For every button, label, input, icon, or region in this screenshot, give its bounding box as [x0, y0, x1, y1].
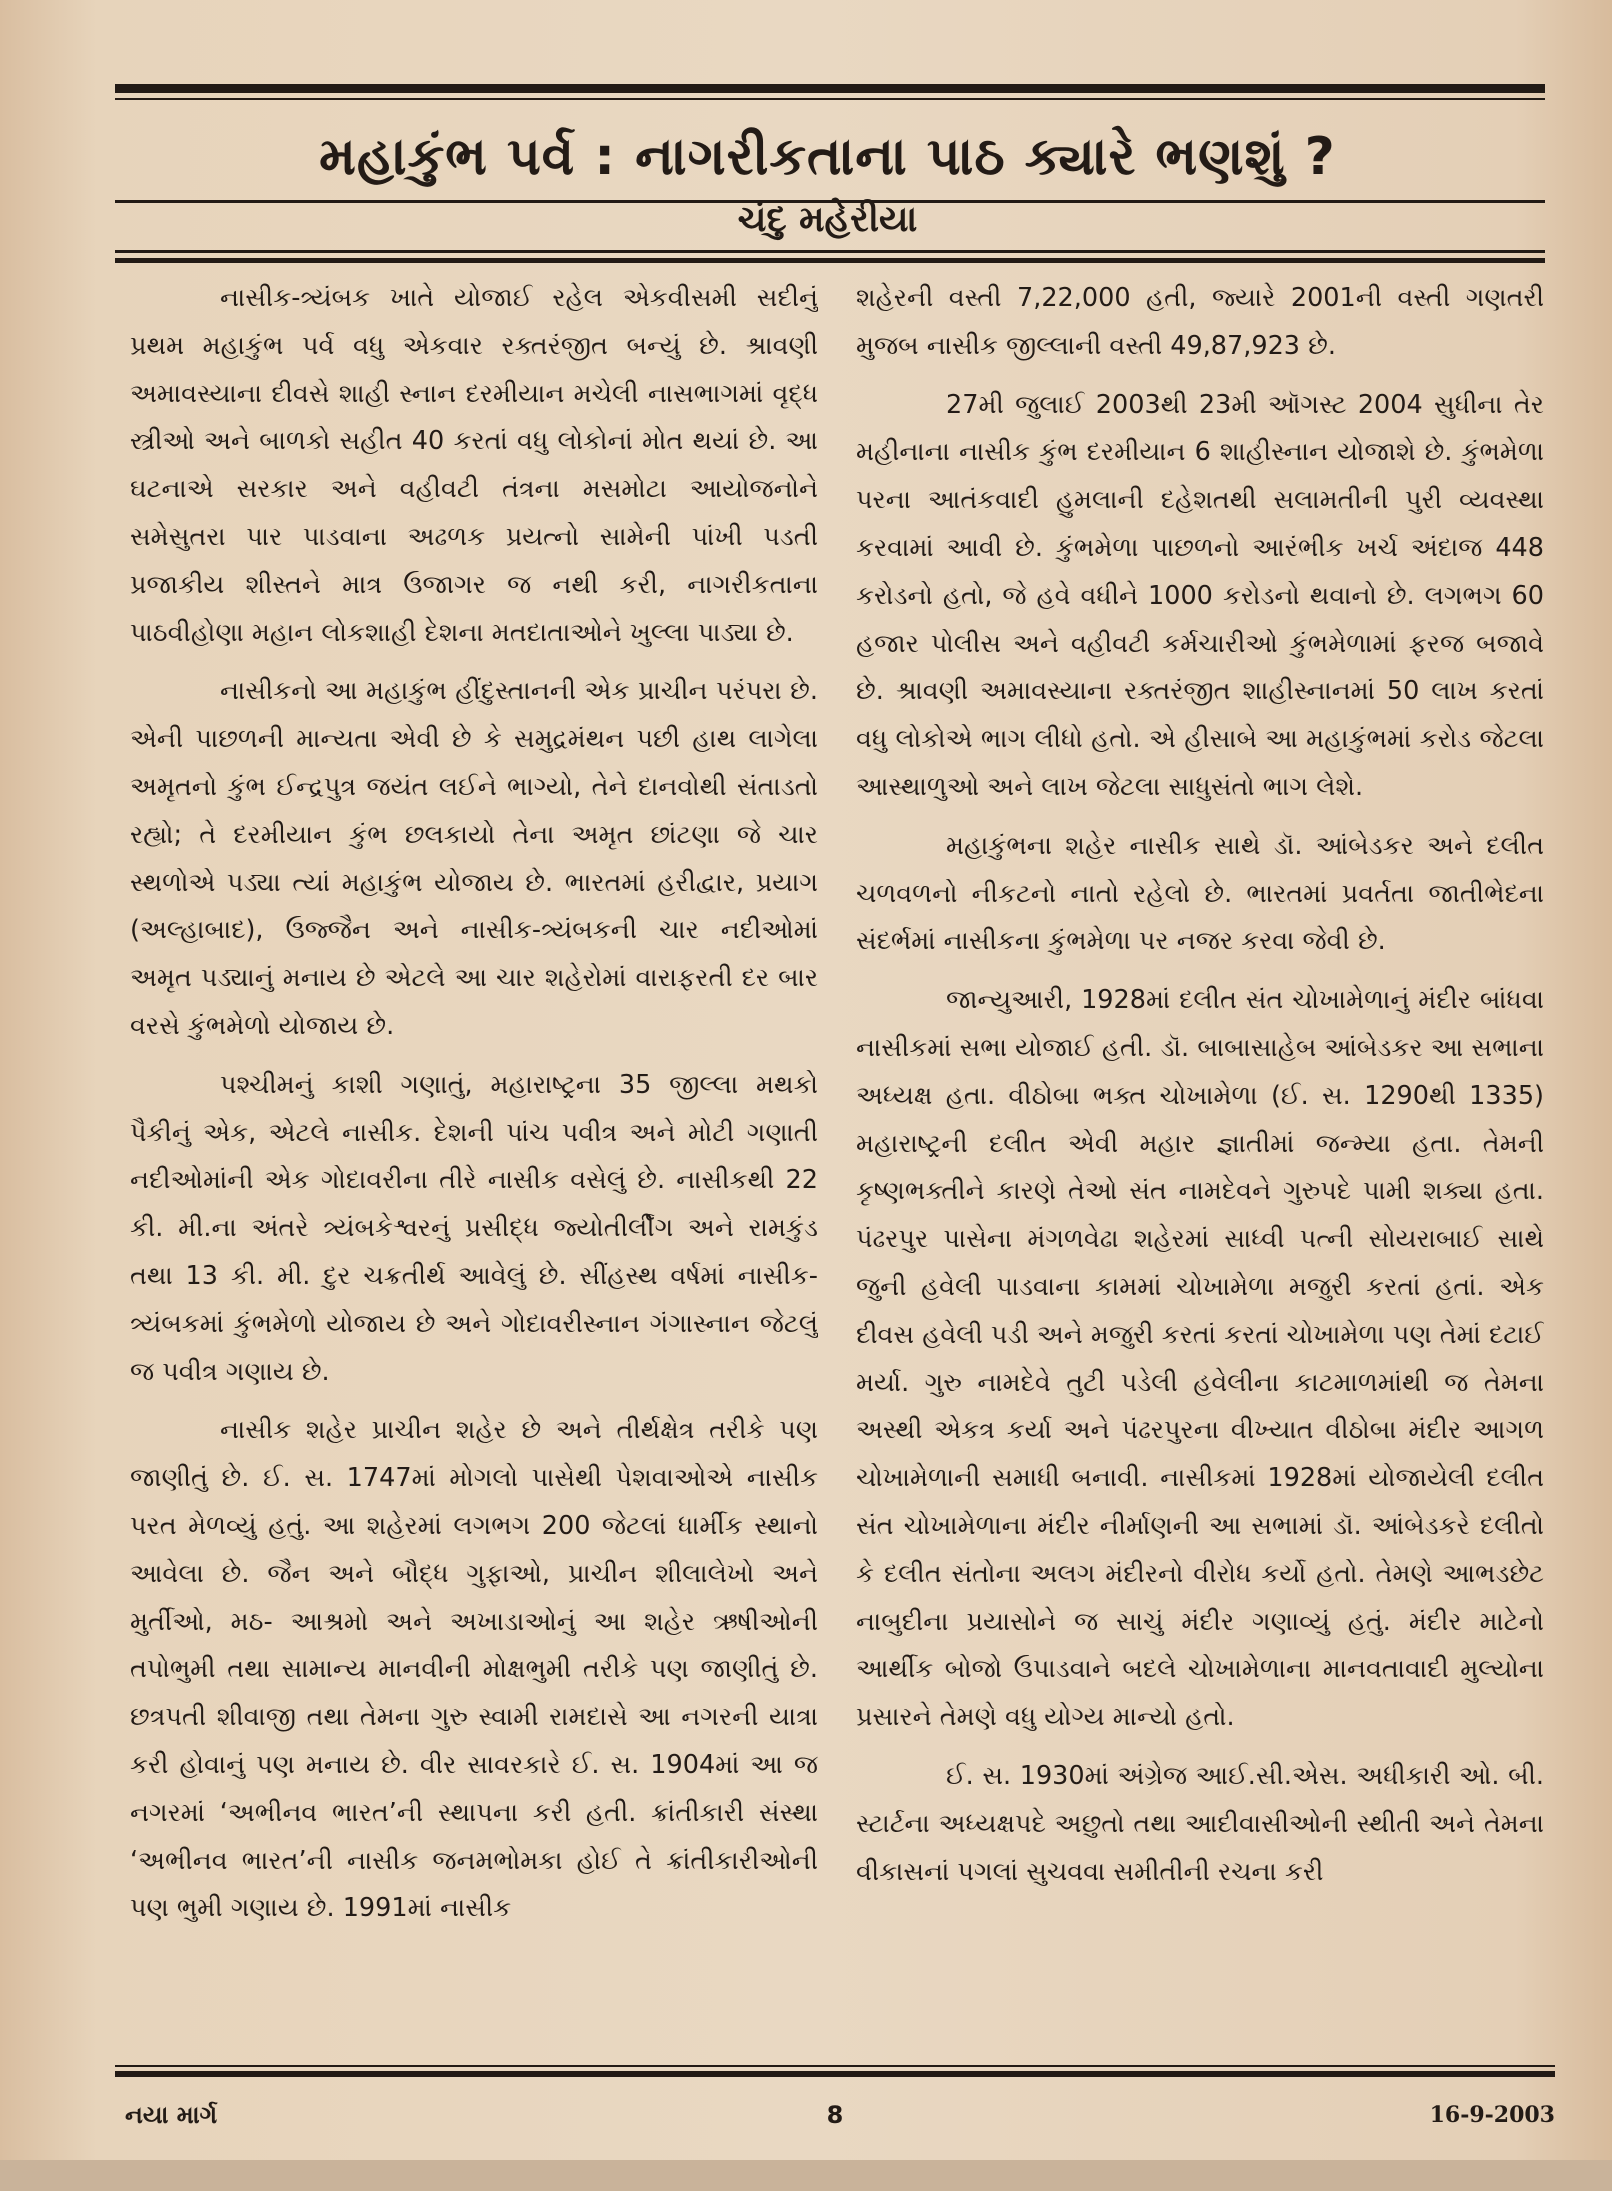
author-name: ચંદુ મહેરીયા — [737, 199, 918, 240]
publication-name: નયા માર્ગ — [125, 2101, 218, 2129]
byline-rule-bottom — [115, 258, 1545, 263]
article-title: મહાકુંભ પર્વ : નાગરીકતાના પાઠ ક્યારે ભણશું ? — [319, 127, 1336, 187]
byline-rule-top — [115, 250, 1545, 253]
paragraph: નાસીક-ત્ર્યંબક ખાતે યોજાઈ રહેલ એકવીસમી સદીનું પ્રથમ મહાકુંભ પર્વ વધુ એકવાર રક્તરંજીત બન્યું છે. શ્રાવણી અમાવસ્યાના દીવસે શાહી સ્નાન દરમીયાન મચેલી નાસભાગમાં વૃદ્ધ સ્ત્રીઓ અને બાળકો સહીત 40 કરતાં વધુ લોકોનાં મોત થયાં છે. આ ઘટનાએ સરકાર અને વહીવટી તંત્રના મસમોટા આયોજનોને સમેસુતરા પાર પાડવાના અઢળક પ્રયત્નો સામેની પાંખી પડતી પ્રજાકીય શીસ્તને માત્ર ઉજાગર જ નથી કરી, નાગરીકતાના પાઠવીહોણા મહાન લોકશાહી દેશના મતદાતાઓને ખુલ્લા પાડ્યા છે. — [130, 283, 818, 648]
right-column — [856, 275, 1544, 2045]
left-column — [130, 275, 818, 2045]
header-rule-top — [115, 84, 1545, 93]
paragraph-continued: શહેરની વસ્તી 7,22,000 હતી, જ્યારે 2001ની વસ્તી ગણતરી મુજબ નાસીક જીલ્લાની વસ્તી 49,87,923 છે. — [856, 283, 1544, 361]
paragraph: નાસીક શહેર પ્રાચીન શહેર છે અને તીર્થક્ષેત્ર તરીકે પણ જાણીતું છે. ઈ. સ. 1747માં મોગલો પાસેથી પેશવાઓએ નાસીક પરત મેળવ્યું હતું. આ શહેરમાં લગભગ 200 જેટલાં ધાર્મીક સ્થાનો આવેલા છે. જૈન અને બૌદ્ધ ગુફાઓ, પ્રાચીન શીલાલેખો અને મુર્તીઓ, મઠ- આશ્રમો અને અખાડાઓનું આ શહેર ઋષીઓની તપોભુમી તથા સામાન્ય માનવીની મોક્ષભુમી તરીકે પણ જાણીતું છે. છત્રપતી શીવાજી તથા તેમના ગુરુ સ્વામી રામદાસે આ નગરની યાત્રા કરી હોવાનું પણ મનાય છે. વીર સાવરકારે ઈ. સ. 1904માં આ જ નગરમાં ‘અભીનવ ભારત’ની સ્થાપના કરી હતી. ક્રાંતીકારી સંસ્થા ‘અભીનવ ભારત’ની નાસીક જનમભોમકા હોઈ તે ક્રાંતીકારીઓની પણ ભુમી ગણાય છે. 1991માં નાસીક — [130, 1415, 818, 1924]
paragraph: પશ્ચીમનું કાશી ગણાતું, મહારાષ્ટ્રના 35 જીલ્લા મથકો પૈકીનું એક, એટલે નાસીક. દેશની પાંચ પવીત્ર અને મોટી ગણાતી નદીઓમાંની એક ગોદાવરીના તીરે નાસીક વસેલું છે. નાસીકથી 22 કી. મી.ના અંતરે ત્ર્યંબકેશ્વરનું પ્રસીદ્ધ જ્યોતીર્લીંગ અને રામકુંડ તથા 13 કી. મી. દુર ચક્રતીર્થ આવેલું છે. સીંહસ્થ વર્ષમાં નાસીક-ત્ર્યંબકમાં કુંભમેળો યોજાય છે અને ગોદાવરીસ્નાન ગંગાસ્નાન જેટલું જ પવીત્ર ગણાય છે. — [130, 1069, 818, 1387]
paragraph: ઈ. સ. 1930માં અંગ્રેજ આઈ.સી.એસ. અધીકારી ઓ. બી. સ્ટાર્ટના અધ્યક્ષપદે અછુતો તથા આદીવાસીઓની સ્થીતી અને તેમના વીકાસનાં પગલાં સુચવવા સમીતીની રચના કરી — [856, 1760, 1544, 1887]
issue-date: 16-9-2003 — [1429, 2102, 1555, 2128]
paragraph: મહાકુંભના શહેર નાસીક સાથે ડૉ. આંબેડકર અને દલીત ચળવળનો નીકટનો નાતો રહેલો છે. ભારતમાં પ્રવર્તતા જાતીભેદના સંદર્ભમાં નાસીકના કુંભમેળા પર નજર કરવા જેવી છે. — [856, 830, 1544, 957]
footer-rule-thin — [115, 2065, 1555, 2067]
page-footer — [115, 2090, 1555, 2140]
footer-rule-thick — [115, 2071, 1555, 2077]
scan-edge — [0, 2160, 1612, 2191]
page-number: 8 — [826, 2101, 844, 2129]
paragraph: જાન્યુઆરી, 1928માં દલીત સંત ચોખામેળાનું મંદીર બાંધવા નાસીકમાં સભા યોજાઈ હતી. ડૉ. બાબાસાહેબ આંબેડકર આ સભાના અધ્યક્ષ હતા. વીઠોબા ભક્ત ચોખામેળા (ઈ. સ. 1290થી 1335) મહારાષ્ટ્રની દલીત એવી મહાર જ્ઞાતીમાં જન્મ્યા હતા. તેમની કૃષ્ણભક્તીને કારણે તેઓ સંત નામદેવને ગુરુપદે પામી શક્યા હતા. પંઢરપુર પાસેના મંગળવેઢા શહેરમાં સાધ્વી પત્ની સોયરાબાઈ સાથે જુની હવેલી પાડવાના કામમાં ચોખામેળા મજુરી કરતાં હતાં. એક દીવસ હવેલી પડી અને મજુરી કરતાં કરતાં ચોખામેળા પણ તેમાં દટાઈ મર્યા. ગુરુ નામદેવે તુટી પડેલી હવેલીના કાટમાળમાંથી જ તેમના અસ્થી એકત્ર કર્યા અને પંઢરપુરના વીખ્યાત વીઠોબા મંદીર આગળ ચોખામેળાની સમાધી બનાવી. નાસીકમાં 1928માં યોજાયેલી દલીત સંત ચોખામેળાના મંદીર નીર્માણની આ સભામાં ડૉ. આંબેડકરે દલીતો કે દલીત સંતોના અલગ મંદીરનો વીરોધ કર્યો હતો. તેમણે આભડછેટ નાબુદીના પ્રયાસોને જ સાચું મંદીર ગણાવ્યું હતું. મંદીર માટેનો આર્થીક બોજો ઉપાડવાને બદલે ચોખામેળાના માનવતાવાદી મુલ્યોના પ્રસારને તેમણે વધુ યોગ્ય માન્યો હતો. — [856, 985, 1544, 1733]
paragraph: 27મી જુલાઈ 2003થી 23મી ઑગસ્ટ 2004 સુધીના તેર મહીનાના નાસીક કુંભ દરમીયાન 6 શાહીસ્નાન યોજાશે છે. કુંભમેળા પરના આતંકવાદી હુમલાની દહેશતથી સલામતીની પુરી વ્યવસ્થા કરવામાં આવી છે. કુંભમેળા પાછળનો આરંભીક ખર્ચ અંદાજ 448 કરોડનો હતો, જે હવે વધીને 1000 કરોડનો થવાનો છે. લગભગ 60 હજાર પોલીસ અને વહીવટી કર્મચારીઓ કુંભમેળામાં ફરજ બજાવે છે. શ્રાવણી અમાવસ્યાના રક્તરંજીત શાહીસ્નાનમાં 50 લાખ કરતાં વધુ લોકોએ ભાગ લીધો હતો. એ હીસાબે આ મહાકુંભમાં કરોડ જેટલા આસ્થાળુઓ અને લાખ જેટલા સાધુસંતો ભાગ લેશે. — [856, 389, 1544, 802]
header-rule-thin — [115, 98, 1545, 100]
paragraph: નાસીકનો આ મહાકુંભ હીંદુસ્તાનની એક પ્રાચીન પરંપરા છે. એની પાછળની માન્યતા એવી છે કે સમુદ્રમંથન પછી હાથ લાગેલા અમૃતનો કુંભ ઈન્દ્રપુત્ર જયંત લઈને ભાગ્યો, તેને દાનવોથી સંતાડતો રહ્યો; તે દરમીયાન કુંભ છલકાયો તેના અમૃત છાંટણા જે ચાર સ્થળોએ પડ્યા ત્યાં મહાકુંભ યોજાય છે. ભારતમાં હરીદ્વાર, પ્રયાગ (અલ્હાબાદ), ઉજ્જૈન અને નાસીક-ત્ર્યંબકની ચાર નદીઓમાં અમૃત પડ્યાનું મનાય છે એટલે આ ચાર શહેરોમાં વારાફરતી દર બાર વરસે કુંભમેળો યોજાય છે. — [130, 676, 818, 1041]
